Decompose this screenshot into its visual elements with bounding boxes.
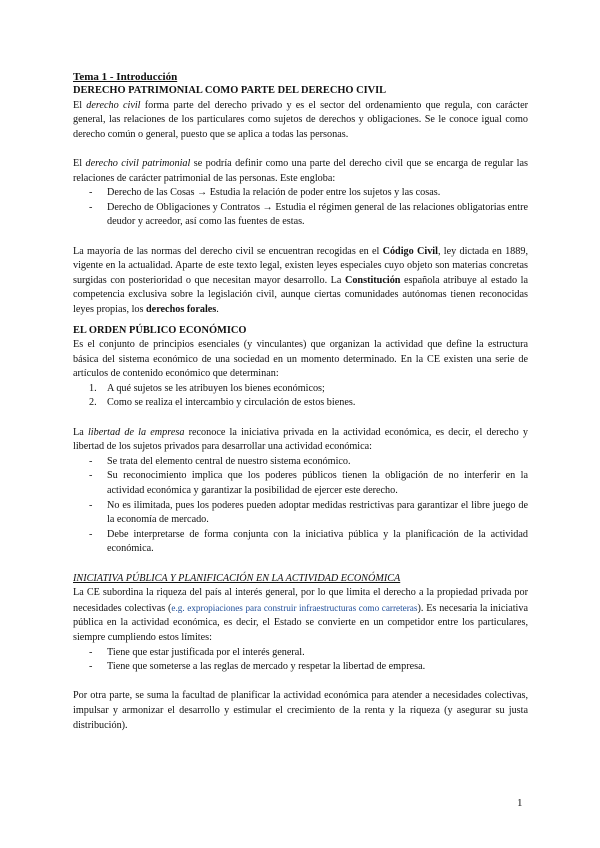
example-note: e.g. expropiaciones para construir infraestructuras como carreteras: [171, 602, 418, 613]
section-heading-orden-publico: EL ORDEN PÚBLICO ECONÓMICO: [73, 324, 247, 336]
list-item: - Tiene que estar justificada por el interés general.: [73, 646, 528, 661]
page-number: 1: [517, 797, 523, 809]
text: forma parte del derecho privado y es el sector del ordenamiento que regula, con carácter general, las relaciones de los particulares como sujetos de derechos y obligaciones. Se le conoce igual como derecho común o general, puesto que se aplica a todas las personas.: [73, 99, 528, 140]
list-item: - Derecho de Obligaciones y Contratos → Estudia el régimen general de las relaciones obligatorias entre deudor y acreedor, así como las fuentes de estas.: [73, 201, 528, 230]
emphasis-derecho-civil-patrimonial: derecho civil patrimonial: [85, 157, 191, 169]
text: se podría definir como una parte del derecho civil que se encarga de regular las relaciones de carácter patrimonial de las personas. Este engloba:: [73, 157, 528, 184]
list-text: A qué sujetos se les atribuyen los bienes económicos;: [107, 382, 325, 394]
section-heading-iniciativa-publica: INICIATIVA PÚBLICA Y PLANIFICACIÓN EN LA ACTIVIDAD ECONÓMICA: [73, 572, 401, 584]
list-text: Como se realiza el intercambio y circulación de estos bienes.: [107, 397, 356, 409]
text: El: [73, 99, 87, 111]
list-item: [73, 396, 528, 411]
list-item: - Su reconocimiento implica que los poderes públicos tienen la obligación de no interferir en la actividad económica y garantizar la posibilidad de ejercer este derecho.: [73, 469, 528, 498]
bold-codigo-civil: Código Civil: [382, 245, 438, 257]
text: ). Es necesaria la iniciativa pública en la actividad económica, es decir, el Estado se convierte en un competidor entre los particulares, siempre cumpliendo estos límites:: [73, 602, 528, 643]
list-item: - No es ilimitada, pues los poderes pueden adoptar medidas restrictivas para garantizar el libre juego de la economía de mercado.: [73, 499, 528, 528]
text: La: [73, 426, 88, 438]
text: La CE subordina la riqueza del país al interés general, por lo que limita el derecho a la propiedad privada por necesidades colectivas (: [73, 587, 528, 614]
paragraph: [73, 245, 528, 318]
bullet-list: [73, 646, 528, 675]
numbered-list: [73, 382, 528, 411]
list-item: - Debe interpretarse de forma conjunta con la iniciativa pública y la planificación de la actividad económica.: [73, 528, 528, 557]
bold-constitucion: Constitución: [344, 274, 401, 286]
list-number: 2.: [89, 397, 97, 409]
emphasis-libertad-empresa: libertad de la empresa: [87, 426, 185, 438]
list-item: - Derecho de las Cosas → Estudia la relación de poder entre los sujetos y las cosas.: [73, 186, 528, 201]
text: reconoce la iniciativa privada en la actividad económica, es decir, el derecho y libertad de los sujetos privados para desarrollar una actividad económica:: [73, 426, 528, 453]
paragraph: [73, 157, 528, 186]
bullet-list: [73, 455, 528, 557]
bullet-list: [73, 186, 528, 230]
paragraph: [73, 99, 528, 143]
list-item: - Se trata del elemento central de nuestro sistema económico.: [73, 455, 528, 470]
text: española atribuye al estado la competencia exclusiva sobre la legislación civil, aunque ciertas comunidades autónomas tienen reconocidas leyes propias, los: [73, 274, 528, 315]
list-number: 1.: [89, 382, 97, 394]
emphasis-derecho-civil: derecho civil: [86, 99, 141, 111]
text: La mayoría de las normas del derecho civil se encuentran recogidas en el: [73, 245, 383, 257]
list-item: - Tiene que someterse a las reglas de mercado y respetar la libertad de empresa.: [73, 660, 528, 675]
paragraph: [73, 426, 528, 455]
paragraph: Es el conjunto de principios esenciales (y vinculantes) que organizan la actividad que define la estructura básica del sistema económico de una sociedad en un momento determinado. En la CE existen una serie de artículos de contenido económico que determinan:: [73, 339, 528, 380]
section-heading-derecho-patrimonial: DERECHO PATRIMONIAL COMO PARTE DEL DERECHO CIVIL: [73, 85, 387, 96]
list-item: [73, 382, 528, 397]
paragraph: [73, 586, 528, 645]
document-page: [73, 70, 528, 733]
text: , ley dictada en 1889, vigente en la actualidad. Aparte de este texto legal, existen leyes especiales cuyo objeto son materias concretas surgidas con posterioridad o que necesitan mayor desarrollo. La: [73, 245, 528, 286]
text: .: [216, 303, 219, 315]
paragraph: Por otra parte, se suma la facultad de planificar la actividad económica para atender a necesidades colectivas, impulsar y armonizar el desarrollo y estimular el crecimiento de la renta y la riqueza (y asegurar su justa distribución).: [73, 690, 528, 731]
bold-derechos-forales: derechos forales: [146, 303, 217, 315]
document-title: Tema 1 - Introducción: [73, 71, 178, 83]
text: El: [73, 157, 86, 169]
